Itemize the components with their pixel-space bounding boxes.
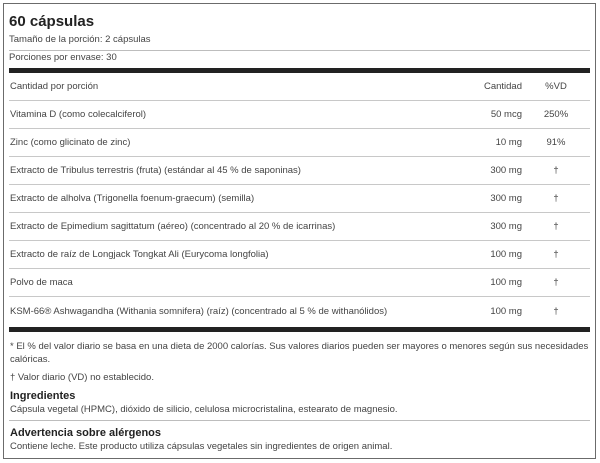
nutrient-name: Polvo de maca	[10, 277, 73, 288]
nutrient-name: Extracto de alholva (Trigonella foenum-graecum) (semilla)	[10, 193, 255, 204]
not-established-footnote: † Valor diario (VD) no establecido.	[10, 372, 154, 383]
nutrient-dv: †	[553, 221, 559, 232]
nutrient-dv: 91%	[546, 137, 566, 148]
nutrient-amount: 300 mg	[490, 193, 522, 204]
nutrient-dv: 250%	[543, 109, 569, 120]
ingredients-text: Cápsula vegetal (HPMC), dióxido de silicio, celulosa microcristalina, estearato de magnesio.	[9, 404, 590, 421]
serving-size: Tamaño de la porción: 2 cápsulas	[9, 34, 151, 45]
nutrient-amount: 300 mg	[490, 165, 522, 176]
table-row	[9, 101, 590, 129]
nutrient-dv: †	[553, 277, 559, 288]
nutrient-amount: 100 mg	[490, 277, 522, 288]
nutrient-amount: 50 mcg	[490, 109, 522, 120]
nutrient-dv: †	[553, 305, 559, 317]
nutrient-amount: 10 mg	[495, 137, 522, 148]
allergens-text: Contiene leche. Este producto utiliza cápsulas vegetales sin ingredientes de origen animal.	[10, 441, 393, 452]
table-row	[9, 241, 590, 269]
table-header	[9, 73, 590, 101]
nutrient-amount: 100 mg	[490, 305, 522, 317]
nutrient-dv: †	[553, 193, 559, 204]
nutrient-amount: 100 mg	[490, 249, 522, 260]
allergens-title: Advertencia sobre alérgenos	[10, 427, 162, 439]
nutrient-name: Extracto de raíz de Longjack Tongkat Ali (Eurycoma longfolia)	[10, 249, 269, 260]
nutrient-amount: 300 mg	[490, 221, 522, 232]
footnotes	[9, 332, 590, 384]
nutrient-dv: †	[553, 249, 559, 260]
header-amount-per-serving: Cantidad por porción	[10, 81, 99, 92]
table-row	[9, 185, 590, 213]
nutrient-name: KSM-66® Ashwagandha (Withania somnifera) (raíz) (concentrado al 5 % de withanólidos)	[10, 305, 388, 317]
header-amount: Cantidad	[483, 81, 522, 92]
table-row	[9, 297, 590, 325]
table-row	[9, 213, 590, 241]
table-row	[9, 129, 590, 157]
ingredients-title: Ingredientes	[10, 390, 76, 402]
servings-per-container: Porciones por envase: 30	[9, 50, 590, 66]
nutrient-name: Vitamina D (como colecalciferol)	[10, 109, 147, 120]
supplement-facts-panel	[3, 3, 596, 459]
daily-value-footnote: * El % del valor diario se basa en una dieta de 2000 calorías. Sus valores diarios pueden ser mayores o menores según sus necesidades calóricas.	[10, 341, 589, 365]
nutrient-name: Extracto de Epimedium sagittatum (aéreo) (concentrado al 20 % de icarrinas)	[10, 221, 336, 232]
table-row	[9, 157, 590, 185]
table-row	[9, 269, 590, 297]
capsule-count-title: 60 cápsulas	[9, 13, 95, 30]
nutrient-name: Extracto de Tribulus terrestris (fruta) (estándar al 45 % de saponinas)	[10, 165, 301, 176]
nutrient-name: Zinc (como glicinato de zinc)	[10, 137, 131, 148]
nutrient-dv: †	[553, 165, 559, 176]
header-dv: %VD	[545, 81, 567, 92]
